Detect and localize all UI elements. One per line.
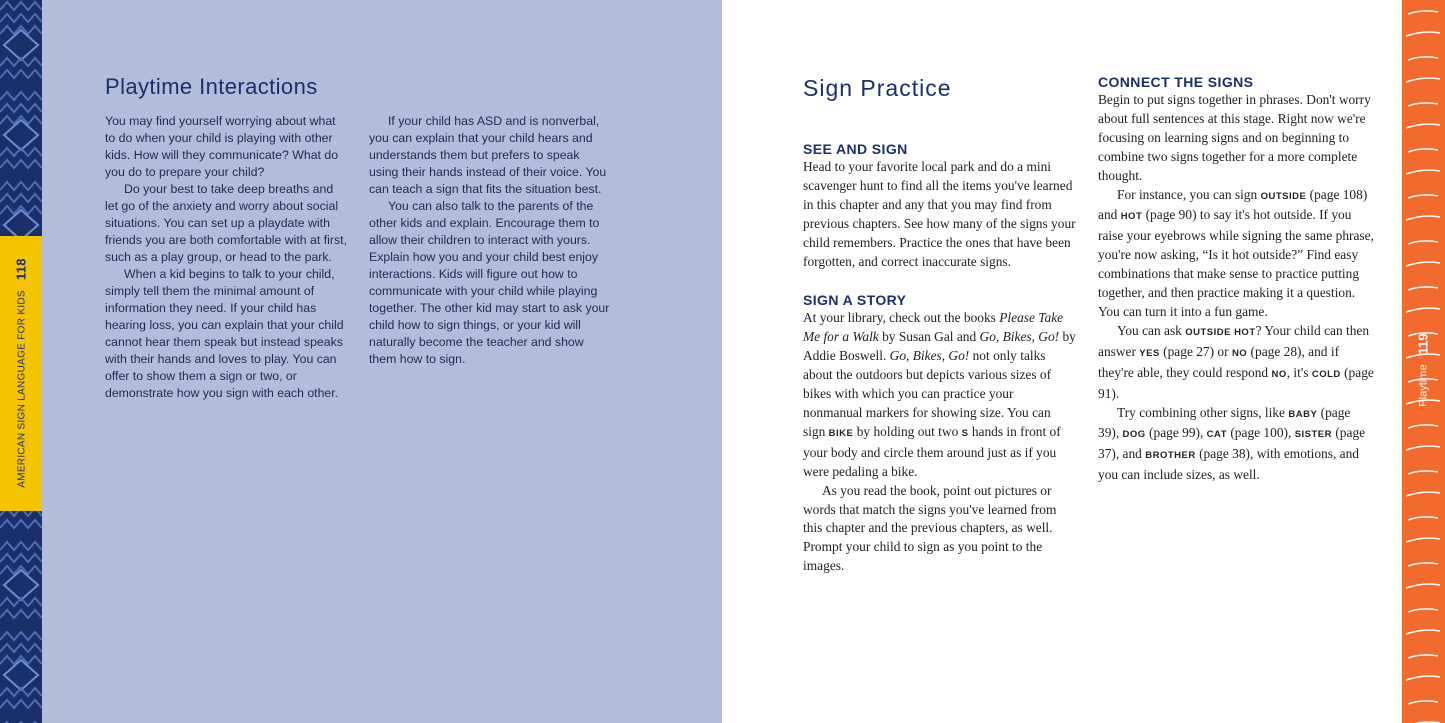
sign-word: SISTER [1294, 429, 1332, 441]
paragraph: Try combining other signs, like BABY (page 39), DOG (page 99), CAT (page 100), SISTER (page 37), and BROTHER (page 38), with emotions, and you can include sizes, as well. [1098, 404, 1366, 483]
paragraph: Do your best to take deep breaths and let go of the anxiety and worry about social situations. You can set up a playdate with friends you are both comfortable with at first, such as a play group, or head to the park. [105, 182, 347, 264]
paragraph: You can ask OUTSIDE HOT? Your child can then answer YES (page 27) or NO (page 28), and if they're able, they could respond NO, it's COLD (page 91). [1098, 322, 1374, 401]
connect-the-signs-heading: CONNECT THE SIGNS [1098, 74, 1254, 90]
right-page-number: 119 [1415, 333, 1431, 355]
book-title: Please Take Me for a Walk [803, 310, 1064, 345]
left-column-1 [105, 113, 347, 402]
paragraph: At your library, check out the books Please Take Me for a Walk by Susan Gal and Go, Bikes, Go! by Addie Boswell. Go, Bikes, Go! not only talks about the outdoors but depicts various sizes of bikes with which you can practice your nonmanual markers for showing size. You can sign BIKE by holding out two S hands in front of your body and circle them around just as if you were pedaling a bike. [803, 310, 1076, 479]
paragraph: For instance, you can sign OUTSIDE (page 108) and HOT (page 90) to say it's hot outside. If you raise your eyebrows while signing the same phrase, you're now asking, “Is it hot outside?” Find easy combinations that make sense to practice putting together, and then practice making it a question. You can turn it into a fun game. [1098, 186, 1374, 319]
left-column-2 [369, 113, 612, 368]
sign-word: NO [1271, 368, 1287, 380]
sign-word: CAT [1206, 429, 1227, 441]
right-running-footer [1416, 333, 1431, 406]
sign-word: HOT [1120, 211, 1143, 223]
book-title: Go, Bikes, Go! [979, 329, 1060, 345]
sign-word: BABY [1288, 408, 1318, 420]
sign-word: S [961, 427, 969, 439]
sign-word: DOG [1122, 429, 1146, 441]
sign-word: NO [1231, 347, 1248, 359]
paragraph: You may find yourself worrying about what to do when your child is playing with other kids. How will they communicate? What do you do to prepare your child? [105, 114, 339, 179]
right-column-1 [803, 140, 1076, 576]
sign-word: COLD [1311, 368, 1341, 380]
sign-word: BROTHER [1145, 450, 1196, 462]
sign-word: OUTSIDE [1260, 190, 1307, 202]
paragraph: You can also talk to the parents of the other kids and explain. Encourage them to allow their children to interact with yours. Explain how you and your child best enjoy interactions. Kids will figure out how to communicate with your child while playing together. The other kid may start to ask your child how to sign things, or your kid will naturally become the teacher and show them how to sign. [369, 199, 610, 366]
book-title: Go, Bikes, Go! [889, 348, 970, 364]
left-page-number: 118 [13, 258, 29, 281]
chapter-label: Playtime [1417, 364, 1430, 407]
paragraph: As you read the book, point out pictures or words that match the signs you've learned from this chapter and the previous chapters, as well. Prompt your child to sign as you point to the images. [803, 482, 1057, 574]
paragraph: If your child has ASD and is nonverbal, you can explain that your child hears and understands them but prefers to speak using their hands instead of their voice. You can teach a sign that fits the situation best. [369, 114, 607, 196]
sign-word: BIKE [828, 427, 854, 439]
left-running-footer [14, 258, 29, 488]
book-title-label: AMERICAN SIGN LANGUAGE FOR KIDS [16, 290, 28, 488]
paragraph: Head to your favorite local park and do a mini scavenger hunt to find all the items you've learned in this chapter and any that you may find from previous chapters. See how many of the signs your child remembers. Practice the ones that have been forgotten, and correct inaccurate signs. [803, 159, 1076, 269]
paragraph: Begin to put signs together in phrases. Don't worry about full sentences at this stage. Right now we're focusing on learning signs and on beginning to combine two signs together for a more complete thought. [1098, 92, 1371, 183]
see-and-sign-heading: SEE AND SIGN [803, 141, 908, 157]
left-page-title: Playtime Interactions [105, 74, 318, 99]
sign-word: YES [1139, 347, 1160, 359]
sign-a-story-heading: SIGN A STORY [803, 292, 907, 309]
paragraph: When a kid begins to talk to your child, simply tell them the minimal amount of information they need. If your child has hearing loss, you can explain that your child cannot hear them speak but instead speaks with their hands and loves to play. You can offer to show them a sign or two, or demonstrate how you sign with each other. [105, 267, 344, 400]
sign-word: OUTSIDE HOT [1185, 326, 1256, 338]
right-column-2 [1098, 73, 1374, 485]
right-page-title: Sign Practice [803, 75, 952, 101]
